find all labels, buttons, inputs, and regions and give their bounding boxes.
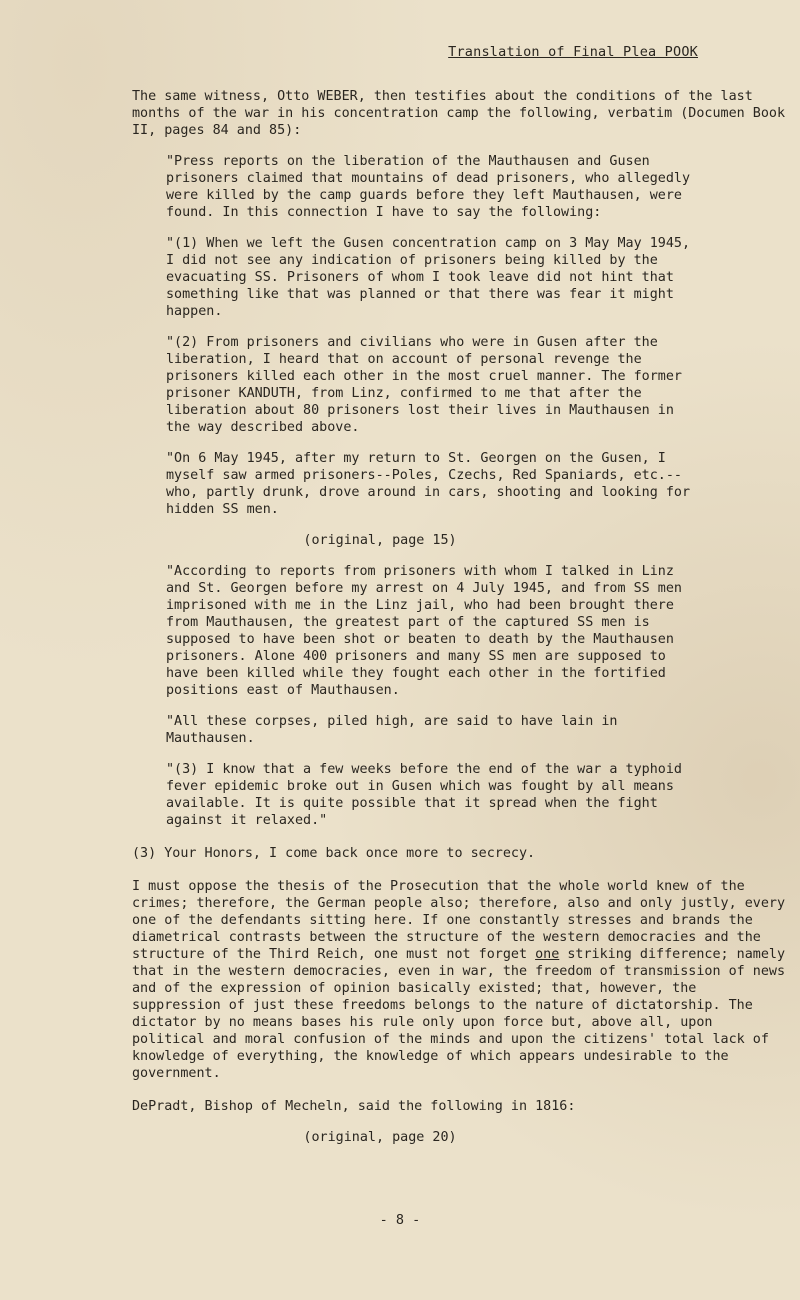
- quote-press-reports: "Press reports on the liberation of the Mauthausen and Gusen prisoners claimed that mountains of dead prisoners, who allegedly were killed by the camp guards before they left Mauthausen, were found. In this connection I have to say the following:: [166, 154, 699, 220]
- original-page-20: (original, page 20): [303, 1130, 457, 1145]
- paragraph-depradt: DePradt, Bishop of Mecheln, said the following in 1816:: [132, 1099, 576, 1114]
- quote-according-reports: "According to reports from prisoners with whom I talked in Linz and St. Georgen before my arrest on 4 July 1945, and from SS men imprisoned with me in the Linz jail, who had been brought there from Mauthausen, the greatest part of the captured SS men is supposed to have been shot or beaten to death by the Mauthausen prisoners. Alone 400 prisoners and many SS men are supposed to have been killed while they fought each other in the fortified positions east of Mauthausen.: [166, 564, 691, 698]
- underlined-one: one: [535, 947, 560, 962]
- intro-paragraph: The same witness, Otto WEBER, then testifies about the conditions of the last months of the war in his concentration camp the following, verbatim (Documen Book II, pages 84 and 85):: [132, 89, 794, 138]
- original-page-15: (original, page 15): [303, 533, 457, 548]
- page-header: Translation of Final Plea POOK: [448, 44, 698, 60]
- quote-point-2: "(2) From prisoners and civilians who were in Gusen after the liberation, I heard that on account of personal revenge the prisoners killed each other in the most cruel manner. The former prisoner KANDUTH, from Linz, confirmed to me that after the liberation about 80 prisoners lost their lives in Mauthausen in the way described above.: [166, 335, 691, 435]
- quote-point-3: "(3) I know that a few weeks before the end of the war a typhoid fever epidemic broke out in Gusen which was fought by all means available. It is quite possible that it spread when the fight against it relaxed.": [166, 762, 691, 828]
- quote-corpses: "All these corpses, piled high, are said to have lain in Mauthausen.: [166, 714, 626, 746]
- quote-6-may: "On 6 May 1945, after my return to St. Georgen on the Gusen, I myself saw armed prisoners--Poles, Czechs, Red Spaniards, etc.--who, partly drunk, drove around in cars, shooting and looking for hidden SS men.: [166, 451, 699, 517]
- paragraph-part-b: striking difference; namely that in the western democracies, even in war, the freedom of transmission of news and of the expression of opinion basically existed; that, however, the suppression of just these freedoms belongs to the nature of dictatorship. The dictator by no means bases his rule only upon force but, above all, upon political and moral confusion of the minds and upon the citizens' total lack of knowledge of everything, the knowledge of which appears undesirable to the government.: [132, 947, 794, 1081]
- document-body: [80, 88, 794, 1146]
- section-3-secrecy: (3) Your Honors, I come back once more to secrecy.: [132, 846, 536, 861]
- quote-point-1: "(1) When we left the Gusen concentration camp on 3 May May 1945, I did not see any indication of prisoners being killed by the evacuating SS. Prisoners of whom I took leave did not hint that something like that was planned or that there was fear it might happen.: [166, 236, 699, 319]
- paragraph-part-a: I must oppose the thesis of the Prosecution that the whole world knew of the crimes; therefore, the German people also; therefore, also and only justly, every one of the defendants sitting here. If one constantly stresses and brands the diametrical contrasts between the structure of the western democracies and the structure of the Third Reich, one must not forget: [132, 879, 794, 962]
- page-number: - 8 -: [379, 1212, 421, 1228]
- paragraph-oppose-thesis: [80, 878, 794, 1082]
